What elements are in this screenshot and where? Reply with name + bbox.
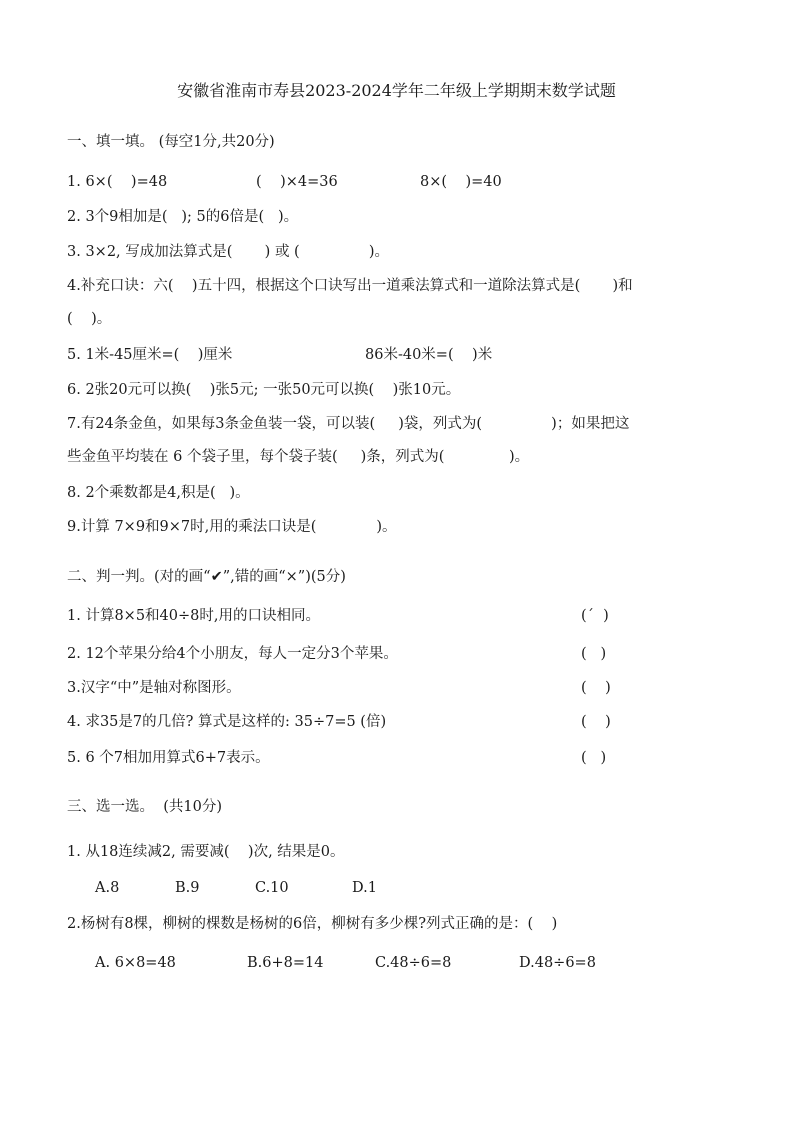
judge-item-1: 1. 计算8×5和40÷8时,用的口诀相同。 xyxy=(67,608,320,624)
question-1-4-line2: ( )。 xyxy=(67,311,112,327)
question-1-5b: 86米-40米=( )米 xyxy=(365,347,493,363)
judge-answer-3: ( ) xyxy=(581,680,611,696)
question-1-2: 2. 3个9相加是( ); 5的6倍是( )。 xyxy=(67,209,299,225)
question-1-9: 9.计算 7×9和9×7时,用的乘法口诀是( )。 xyxy=(67,519,397,535)
question-1-5a: 5. 1米-45厘米=( )厘米 xyxy=(67,347,233,363)
section-1-heading: 一、填一填。 (每空1分,共20分) xyxy=(67,134,275,150)
judge-item-5: 5. 6 个7相加用算式6+7表示。 xyxy=(67,750,270,766)
choice-1-option-a: A.8 xyxy=(95,880,120,896)
section-2-heading: 二、判一判。(对的画“✔”,错的画“×”)(5分) xyxy=(67,569,346,585)
question-1-4-line1: 4.补充口诀：六( )五十四，根据这个口诀写出一道乘法算式和一道除法算式是( )和 xyxy=(67,278,633,294)
choice-2-option-b: B.6+8=14 xyxy=(247,955,324,971)
page-title: 安徽省淮南市寿县2023-2024学年二年级上学期期末数学试题 xyxy=(177,81,616,100)
judge-item-4: 4. 求35是7的几倍? 算式是这样的: 35÷7=5 (倍) xyxy=(67,714,387,730)
judge-answer-2: ( ) xyxy=(581,646,607,662)
judge-answer-5: ( ) xyxy=(581,750,607,766)
question-1-1a: 1. 6×( )=48 xyxy=(67,174,168,190)
judge-item-2: 2. 12个苹果分给4个小朋友，每人一定分3个苹果。 xyxy=(67,646,398,662)
judge-item-3: 3.汉字“中”是轴对称图形。 xyxy=(67,680,241,696)
question-1-3: 3. 3×2, 写成加法算式是( ) 或 ( )。 xyxy=(67,244,390,260)
section-3-heading: 三、选一选。 (共10分) xyxy=(67,799,222,815)
question-1-6: 6. 2张20元可以换( )张5元; 一张50元可以换( )张10元。 xyxy=(67,382,461,398)
choice-2-option-c: C.48÷6=8 xyxy=(375,955,452,971)
choice-2-option-a: A. 6×8=48 xyxy=(95,955,176,971)
choice-2-option-d: D.48÷6=8 xyxy=(519,955,596,971)
choice-question-2: 2.杨树有8棵，柳树的棵数是杨树的6倍，柳树有多少棵?列式正确的是：( ) xyxy=(67,916,558,932)
question-1-1c: 8×( )=40 xyxy=(420,174,502,190)
question-1-8: 8. 2个乘数都是4,积是( )。 xyxy=(67,485,250,501)
question-1-7-line2: 些金鱼平均装在 6 个袋子里，每个袋子装( )条，列式为( )。 xyxy=(67,449,530,465)
question-1-1b: ( )×4=36 xyxy=(256,174,338,190)
choice-question-1: 1. 从18连续减2, 需要减( )次, 结果是0。 xyxy=(67,844,345,860)
judge-answer-1: (´ ) xyxy=(581,608,609,624)
choice-1-option-d: D.1 xyxy=(352,880,377,896)
choice-1-option-b: B.9 xyxy=(175,880,200,896)
question-1-7-line1: 7.有24条金鱼，如果每3条金鱼装一袋，可以装( )袋，列式为( )；如果把这 xyxy=(67,416,630,432)
choice-1-option-c: C.10 xyxy=(255,880,289,896)
judge-answer-4: ( ) xyxy=(581,714,611,730)
